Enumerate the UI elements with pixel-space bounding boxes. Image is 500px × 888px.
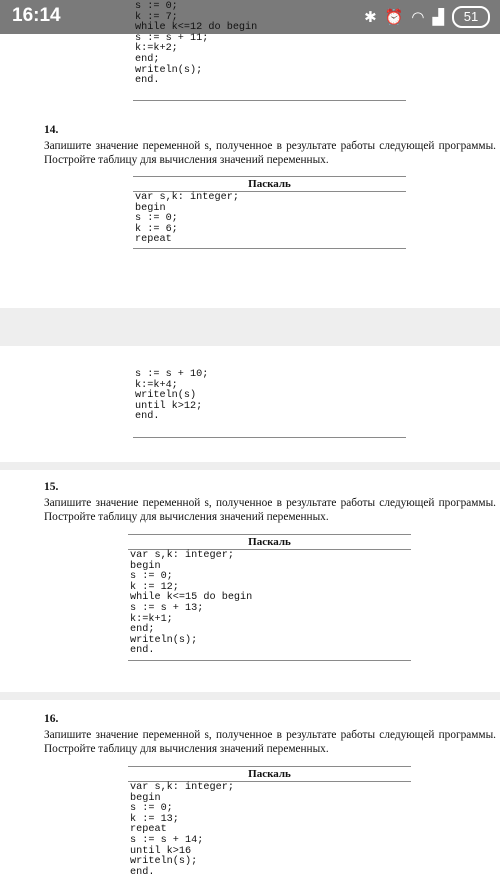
code-line: s := s + 13;	[130, 602, 204, 614]
task-text: Запишите значение переменной s, полученное в результате работы следующей программы. Постройте таблицу для вычисления значений переменных.	[44, 140, 496, 166]
page-gap	[0, 308, 500, 346]
code-line: end;	[135, 53, 160, 65]
table-top-rule	[128, 534, 411, 535]
code-line: k := 6;	[135, 223, 178, 235]
code-line: repeat	[135, 234, 172, 246]
code-line: writeln(s);	[130, 856, 198, 868]
page-gap	[0, 692, 500, 700]
code-line: writeln(s);	[130, 634, 198, 646]
code-line: k:=k+4;	[135, 379, 178, 391]
task-text: Запишите значение переменной s, полученное в результате работы следующей программы. Постройте таблицу для вычисления значений переменных.	[44, 729, 496, 755]
table-bottom-rule	[128, 660, 411, 661]
task-number: 15.	[44, 481, 59, 493]
code-line: begin	[135, 202, 166, 214]
task-number: 14.	[44, 124, 59, 136]
code-line: begin	[130, 792, 161, 804]
code-line: k := 12;	[130, 581, 179, 593]
code-line: s := 0;	[130, 571, 173, 583]
table-bottom-rule	[133, 437, 406, 438]
program-code-continued	[135, 370, 208, 423]
table-header: Паскаль	[248, 536, 291, 548]
status-time: 16:14	[12, 5, 61, 26]
table-top-rule	[133, 176, 406, 177]
prev-program-code	[135, 2, 257, 87]
code-line: while k<=15 do begin	[130, 592, 253, 604]
code-line: k := 13;	[130, 813, 179, 825]
code-line: s := s + 10;	[135, 369, 209, 380]
program-code	[130, 551, 252, 657]
alarm-icon: ⏰	[384, 9, 404, 26]
code-line: end.	[135, 75, 160, 87]
code-line: s := s + 14;	[130, 834, 204, 846]
code-line: s := 0;	[135, 1, 178, 12]
code-line: repeat	[130, 824, 167, 836]
status-icons	[364, 6, 490, 28]
code-line: k:=k+2;	[135, 43, 178, 55]
code-line: end.	[135, 411, 160, 423]
code-line: s := s + 11;	[135, 32, 209, 44]
table-top-rule	[128, 766, 411, 767]
code-line: until k>16	[130, 845, 192, 857]
code-line: var s,k: integer;	[130, 550, 234, 561]
program-code	[135, 193, 239, 246]
page-gap	[0, 462, 500, 470]
code-line: s := 0;	[130, 803, 173, 815]
bluetooth-icon: ✱	[364, 9, 377, 26]
wifi-icon: ◠	[411, 9, 425, 26]
code-line: s := 0;	[135, 213, 178, 225]
code-line: var s,k: integer;	[135, 192, 239, 203]
table-bottom-rule	[133, 100, 406, 101]
task-number: 16.	[44, 713, 59, 725]
code-line: writeln(s);	[135, 64, 203, 76]
program-code	[130, 783, 234, 878]
signal-icon: ▟	[432, 9, 444, 26]
code-line: k:=k+1;	[130, 613, 173, 625]
table-header: Паскаль	[248, 768, 291, 780]
code-line: k := 7;	[135, 11, 178, 23]
table-bottom-rule	[133, 248, 406, 249]
code-line: end;	[130, 624, 155, 636]
table-header: Паскаль	[248, 178, 291, 190]
code-line: writeln(s)	[135, 390, 197, 402]
code-line: begin	[130, 560, 161, 572]
battery-indicator: 51	[452, 6, 490, 28]
code-line: var s,k: integer;	[130, 782, 234, 793]
code-line: until k>12;	[135, 400, 203, 412]
code-line: end.	[130, 866, 155, 878]
code-line: end.	[130, 645, 155, 657]
code-line: while k<=12 do begin	[135, 22, 258, 34]
task-text: Запишите значение переменной s, полученное в результате работы следующей программы. Постройте таблицу для вычисления значений переменных.	[44, 497, 496, 523]
